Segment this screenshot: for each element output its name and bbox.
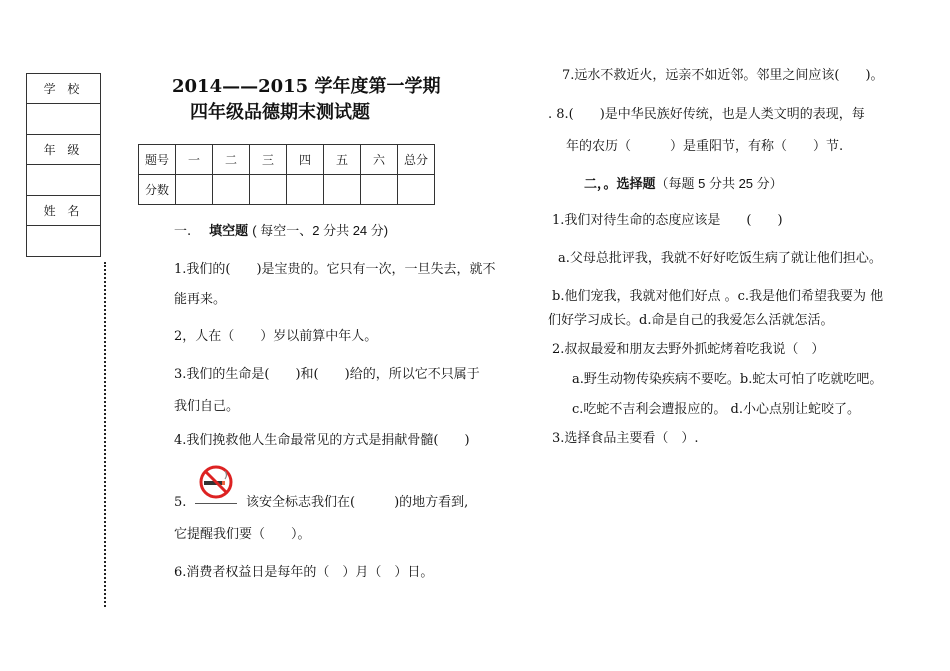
score-cell — [213, 175, 250, 205]
q4-text: 4.我们挽救他人生命最常见的方式是捐献骨髓( ) — [174, 433, 470, 448]
section1-note: ( 每空一、2 分共 24 分) — [252, 223, 389, 238]
exam-title-line2: 四年级品德期末测试题 — [190, 102, 370, 123]
section1-heading — [174, 222, 388, 240]
q5-line2: 它提醒我们要（ ）。 — [174, 527, 311, 542]
c1-option-d: 们好学习成长。d.命是自己的我爱怎么活就怎活。 — [548, 313, 834, 328]
q7-text: 7.远水不救近火，远亲不如近邻。邻里之间应该( )。 — [562, 68, 884, 83]
score-header-cell: 题号 — [139, 145, 176, 175]
score-cell — [324, 175, 361, 205]
c1-option-a: a.父母总批评我，我就不好好吃饭生病了就让他们担心。 — [558, 251, 882, 266]
score-cell — [361, 175, 398, 205]
c1-option-bc: b.他们宠我，我就对他们好点 。c.我是他们希望我要为 他 — [552, 289, 884, 304]
q5-number: 5. — [174, 495, 187, 510]
school-label: 学 校 — [27, 74, 101, 104]
score-cell — [398, 175, 435, 205]
q8-line2: 年的农历（ ）是重阳节，有称（ ）节. — [566, 139, 844, 154]
binding-line — [104, 262, 106, 607]
section1-title: 填空题 — [209, 223, 249, 238]
q6-text: 6.消费者权益日是每年的（ ）月（ ）日。 — [174, 565, 434, 580]
c2-option-ab: a.野生动物传染疾病不要吃。b.蛇太可怕了吃就吃吧。 — [572, 372, 883, 387]
score-header-cell: 五 — [324, 145, 361, 175]
school-field — [27, 104, 101, 135]
score-header-cell: 四 — [287, 145, 324, 175]
score-table-header-row — [139, 145, 435, 175]
name-label: 姓 名 — [27, 196, 101, 226]
score-header-cell: 总分 — [398, 145, 435, 175]
no-smoking-sign-svg — [195, 463, 237, 501]
student-info-table — [26, 73, 101, 257]
grade-field — [27, 165, 101, 196]
score-table — [138, 144, 435, 205]
exam-title-line1: 2014——2015 学年度第一学期 — [172, 76, 441, 97]
name-field — [27, 226, 101, 257]
score-header-cell: 二 — [213, 145, 250, 175]
section2-note: （每题 5 分共 25 分） — [655, 176, 783, 191]
score-cell — [287, 175, 324, 205]
score-header-cell: 六 — [361, 145, 398, 175]
section1-number: 一. — [174, 224, 192, 239]
q3-line2: 我们自己。 — [174, 399, 240, 414]
section2-title: 二，。选择题 — [584, 176, 656, 191]
q1-line2: 能再来。 — [174, 292, 227, 307]
score-row-label: 分数 — [139, 175, 176, 205]
c3-question: 3.选择食品主要看（ ）. — [552, 431, 699, 446]
score-header-cell: 一 — [176, 145, 213, 175]
q1-line1: 1.我们的( )是宝贵的。它只有一次，一旦失去，就不 — [174, 262, 496, 277]
section2-heading — [584, 175, 783, 192]
q3-line1: 3.我们的生命是( )和( )给的，所以它不只属于 — [174, 367, 480, 382]
q2-text: 2，人在（ ）岁以前算中年人。 — [174, 329, 378, 344]
score-cell — [250, 175, 287, 205]
c2-question: 2.叔叔最爱和朋友去野外抓蛇烤着吃我说（ ） — [552, 342, 825, 357]
score-table-row — [139, 175, 435, 205]
score-cell — [176, 175, 213, 205]
grade-label: 年 级 — [27, 135, 101, 165]
q8-line1: . 8.( )是中华民族好传统，也是人类文明的表现，每 — [548, 107, 865, 122]
no-smoking-sign-icon — [195, 463, 237, 504]
score-header-cell: 三 — [250, 145, 287, 175]
q5-line1: 该安全标志我们在( )的地方看到, — [246, 495, 469, 510]
c1-question: 1.我们对待生命的态度应该是 ( ) — [552, 213, 783, 228]
c2-option-cd: c.吃蛇不吉利会遭报应的。 d.小心点别让蛇咬了。 — [572, 402, 860, 417]
